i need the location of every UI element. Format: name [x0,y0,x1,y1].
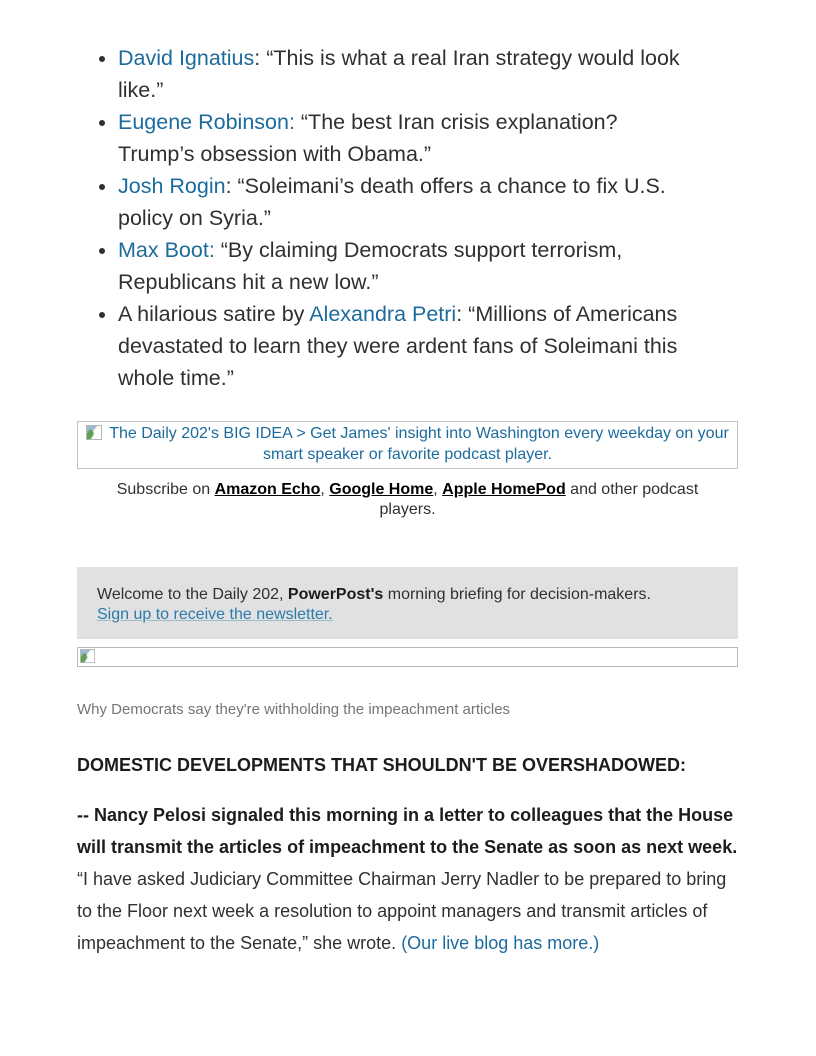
inline-link[interactable]: Alexandra Petri [309,302,457,326]
list-item [118,170,688,234]
inline-link[interactable]: David Ignatius [118,46,255,70]
pelosi-paragraph [77,799,738,959]
text-run: “The best Iran crisis explanation? Trump’s obsession with Obama.” [118,110,618,166]
inline-link[interactable]: Eugene Robinson: [118,110,295,134]
text-run: : “Soleimani’s death offers a chance to fix U.S. policy on Syria.” [118,174,666,230]
text-run: , [320,481,330,498]
big-idea-text: The Daily 202's BIG IDEA > Get James' insight into Washington every weekday on your smart speaker or favorite podcast player. [109,425,729,463]
subscribe-text [108,480,708,520]
text-run: “I have asked Judiciary Committee Chairman Jerry Nadler to be prepared to bring to the Floor next week a resolution to appoint managers and transmit articles of impeachment to the Senate,” she wrote. [77,869,727,953]
inline-link[interactable]: Josh Rogin [118,174,226,198]
section-heading: DOMESTIC DEVELOPMENTS THAT SHOULDN'T BE OVERSHADOWED: [77,755,686,775]
inline-link[interactable]: Max Boot: [118,238,215,262]
text-run: : “Millions of Americans devastated to learn they were ardent fans of Soleimani this whole time.” [118,302,678,390]
list-item [118,42,688,106]
text-run: morning briefing for decision-makers. [383,586,651,603]
list-item [118,298,688,394]
broken-image-icon [80,651,95,668]
text-run: , [433,481,443,498]
opinion-columns-list [77,42,688,394]
inline-link[interactable]: Amazon Echo [214,481,321,498]
signup-newsletter-link[interactable]: Sign up to receive the newsletter. [97,606,333,623]
text-run: and other podcast players. [379,481,699,518]
list-item [118,234,688,298]
welcome-box [77,567,738,639]
broken-embed-box[interactable] [77,647,738,667]
text-run: : “This is what a real Iran strategy would look like.” [118,46,680,102]
subscribe-line [77,480,738,520]
big-idea-link[interactable] [86,425,729,463]
text-run: PowerPost's [287,586,384,603]
big-idea-banner[interactable] [77,421,738,469]
inline-link[interactable]: Apple HomePod [442,481,566,498]
text-run: -- Nancy Pelosi signaled this morning in a letter to colleagues that the House will transmit the articles of impeachment to the Senate as soon as next week. [77,805,738,857]
text-run: A hilarious satire by [118,302,310,326]
broken-image-icon [86,425,102,446]
text-run: “By claiming Democrats support terrorism, Republicans hit a new low.” [118,238,623,294]
text-run: Welcome to the Daily 202, [97,586,288,603]
video-caption: Why Democrats say they're withholding the impeachment articles [77,701,511,718]
list-item [118,106,688,170]
welcome-text [97,585,718,605]
inline-link[interactable]: (Our live blog has more.) [401,933,600,953]
inline-link[interactable]: Google Home [329,481,434,498]
text-run: Subscribe on [116,481,215,498]
